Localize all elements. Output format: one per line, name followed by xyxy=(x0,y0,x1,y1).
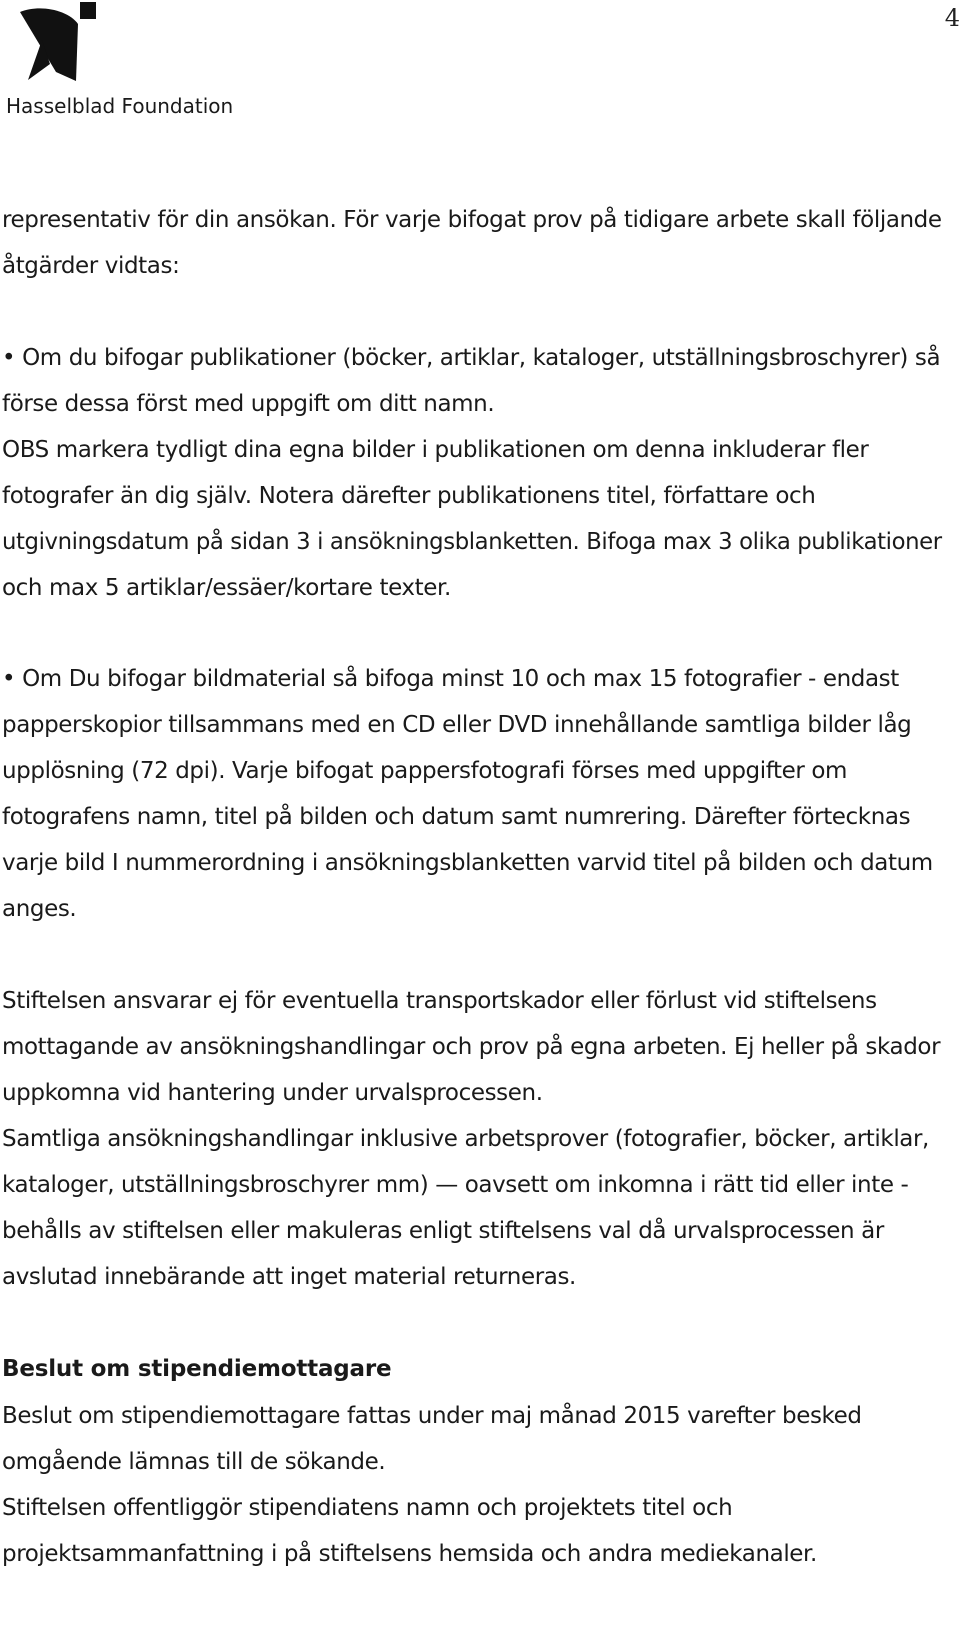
text-line: • Om du bifogar publikationer (böcker, artiklar, kataloger, utställningsbroschyrer) så xyxy=(2,345,941,371)
text-line: Stiftelsen ansvarar ej för eventuella transportskador eller förlust vid stiftelsens xyxy=(2,988,877,1014)
text-line: åtgärder vidtas: xyxy=(2,253,180,279)
text-line: behålls av stiftelsen eller makuleras enligt stiftelsens val då urvalsprocessen är xyxy=(2,1218,884,1244)
text-line: projektsammanfattning i på stiftelsens hemsida och andra mediekanaler. xyxy=(2,1541,817,1567)
text-line: Stiftelsen offentliggör stipendiatens namn och projektets titel och xyxy=(2,1495,733,1521)
text-line: avslutad innebärande att inget material returneras. xyxy=(2,1264,576,1290)
text-line: anges. xyxy=(2,896,77,922)
text-line: förse dessa först med uppgift om ditt namn. xyxy=(2,391,495,417)
text-line: omgående lämnas till de sökande. xyxy=(2,1449,386,1475)
foundation-mark-icon xyxy=(20,2,102,82)
page-number: 4 xyxy=(944,4,960,32)
text-line: mottagande av ansökningshandlingar och prov på egna arbeten. Ej heller på skador xyxy=(2,1034,941,1060)
text-line: fotografens namn, titel på bilden och datum samt numrering. Därefter förtecknas xyxy=(2,804,911,830)
text-line: fotografer än dig själv. Notera därefter publikationens titel, författare och xyxy=(2,483,816,509)
text-line: uppkomna vid hantering under urvalsprocessen. xyxy=(2,1080,543,1106)
hasselblad-foundation-logo xyxy=(4,0,244,120)
text-line: papperskopior tillsammans med en CD eller DVD innehållande samtliga bilder låg xyxy=(2,712,912,738)
text-line: utgivningsdatum på sidan 3 i ansökningsblanketten. Bifoga max 3 olika publikationer xyxy=(2,529,942,555)
text-line: representativ för din ansökan. För varje bifogat prov på tidigare arbete skall följande xyxy=(2,207,942,233)
section-heading: Beslut om stipendiemottagare xyxy=(2,1356,392,1382)
text-line: upplösning (72 dpi). Varje bifogat pappersfotografi förses med uppgifter om xyxy=(2,758,848,784)
text-line: och max 5 artiklar/essäer/kortare texter. xyxy=(2,575,451,601)
text-line: Samtliga ansökningshandlingar inklusive arbetsprover (fotografier, böcker, artiklar, xyxy=(2,1126,929,1152)
text-line: • Om Du bifogar bildmaterial så bifoga minst 10 och max 15 fotografier - endast xyxy=(2,666,899,692)
text-line: kataloger, utställningsbroschyrer mm) — oavsett om inkomna i rätt tid eller inte - xyxy=(2,1172,909,1198)
text-line: varje bild I nummerordning i ansökningsblanketten varvid titel på bilden och datum xyxy=(2,850,933,876)
logo-org-name: Hasselblad Foundation xyxy=(6,94,234,118)
text-line: OBS markera tydligt dina egna bilder i publikationen om denna inkluderar fler xyxy=(2,437,869,463)
text-line: Beslut om stipendiemottagare fattas under maj månad 2015 varefter besked xyxy=(2,1403,862,1429)
